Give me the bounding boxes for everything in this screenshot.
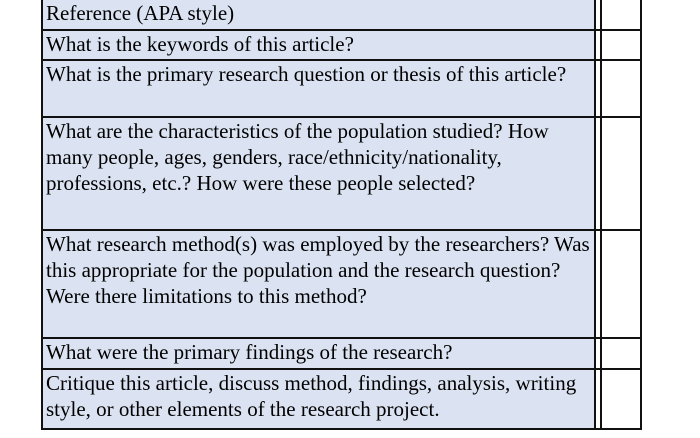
article-review-table bbox=[41, 0, 642, 430]
question-cell: Reference (APA style) bbox=[42, 0, 595, 30]
table-row bbox=[42, 230, 641, 338]
question-cell: What were the primary findings of the research? bbox=[42, 338, 595, 369]
table-row bbox=[42, 60, 641, 117]
table-row bbox=[42, 369, 641, 429]
answer-cell[interactable] bbox=[601, 338, 641, 369]
worksheet-table-container bbox=[41, 0, 700, 438]
table-row bbox=[42, 30, 641, 60]
table-row bbox=[42, 117, 641, 230]
answer-cell[interactable] bbox=[601, 30, 641, 60]
answer-cell[interactable] bbox=[601, 230, 641, 338]
answer-cell[interactable] bbox=[601, 369, 641, 429]
table-row bbox=[42, 338, 641, 369]
answer-cell[interactable] bbox=[601, 60, 641, 117]
question-cell: What is the primary research question or thesis of this article? bbox=[42, 60, 595, 117]
table-row bbox=[42, 0, 641, 30]
question-cell: What is the keywords of this article? bbox=[42, 30, 595, 60]
answer-cell[interactable] bbox=[601, 117, 641, 230]
question-cell: What are the characteristics of the population studied? How many people, ages, genders, race/ethnicity/nationality, professions, etc.? How were these people selected? bbox=[42, 117, 595, 230]
question-cell: What research method(s) was employed by the researchers? Was this appropriate for the population and the research question? Were there limitations to this method? bbox=[42, 230, 595, 338]
question-cell: Critique this article, discuss method, findings, analysis, writing style, or other elements of the research project. bbox=[42, 369, 595, 429]
answer-cell[interactable] bbox=[601, 0, 641, 30]
